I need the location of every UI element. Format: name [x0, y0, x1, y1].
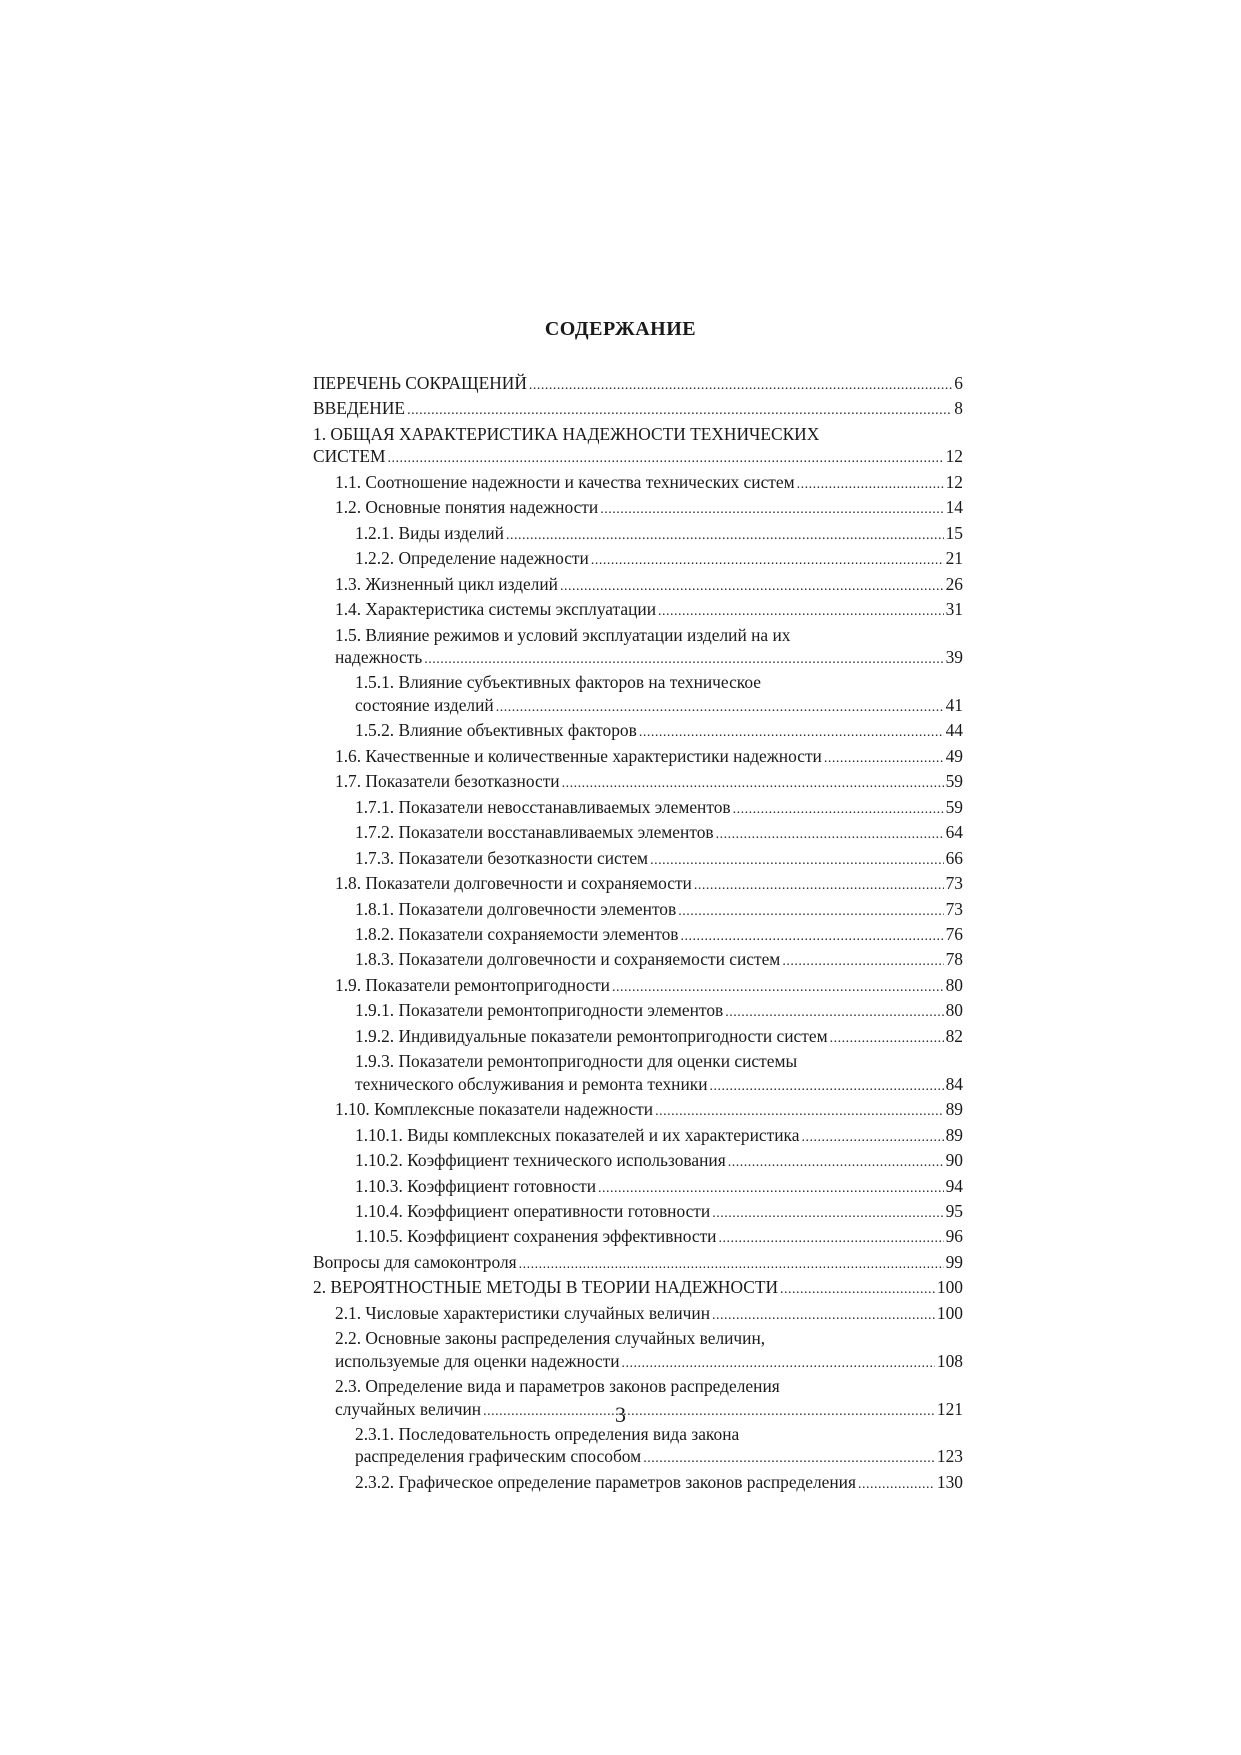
toc-entry-title: технического обслуживания и ремонта техники	[355, 1073, 708, 1094]
toc-entry[interactable]	[313, 471, 963, 496]
toc-entry-title: 1.10.4. Коэффициент оперативности готовности	[355, 1200, 711, 1221]
dot-leader	[622, 1353, 935, 1375]
dot-leader	[407, 400, 952, 422]
dot-leader	[719, 1228, 944, 1250]
toc-entry[interactable]	[313, 1050, 963, 1098]
toc-entry-page: 95	[945, 1200, 963, 1221]
dot-leader	[496, 697, 944, 719]
toc-entry-page: 100	[936, 1302, 963, 1323]
toc-entry-title: используемые для оценки надежности	[335, 1350, 620, 1371]
dot-leader	[591, 550, 944, 572]
toc-entry-page: 130	[936, 1471, 963, 1492]
toc-entry-title: 1.5.2. Влияние объективных факторов	[355, 720, 637, 741]
toc-entry[interactable]	[313, 496, 963, 521]
dot-leader	[716, 824, 944, 846]
toc-entry[interactable]	[313, 770, 963, 795]
dot-leader	[710, 1076, 944, 1098]
toc-entry[interactable]	[313, 598, 963, 623]
toc-entry-title: ПЕРЕЧЕНЬ СОКРАЩЕНИЙ	[313, 373, 527, 393]
dot-leader	[598, 1178, 944, 1200]
toc-entry[interactable]	[313, 1251, 963, 1276]
toc-entry-page: 89	[945, 1124, 963, 1145]
toc-entry-page: 96	[945, 1226, 963, 1247]
toc-entry-page: 12	[945, 446, 963, 467]
toc-entry-title: случайных величин	[335, 1398, 482, 1419]
toc-entry[interactable]	[313, 671, 963, 719]
dot-leader	[681, 926, 944, 948]
dot-leader	[506, 525, 944, 547]
dot-leader	[712, 1203, 943, 1225]
toc-entry-title-line: 1.5.1. Влияние субъективных факторов на техническое	[355, 672, 761, 693]
toc-entry-title: состояние изделий	[355, 694, 494, 715]
toc-entry[interactable]	[313, 1327, 963, 1375]
toc-entry-title: надежность	[335, 646, 423, 667]
toc-entry[interactable]	[313, 1200, 963, 1225]
toc-entry-page: 76	[945, 923, 963, 944]
dot-leader	[658, 601, 944, 623]
dot-leader	[424, 649, 943, 671]
dot-leader	[562, 773, 944, 795]
toc-entry[interactable]	[313, 719, 963, 744]
toc-entry-title-line: 1.9.3. Показатели ремонтопригодности для оценки системы	[355, 1051, 798, 1072]
dot-leader	[725, 1002, 943, 1024]
toc-entry-title: 1.4. Характеристика системы эксплуатации	[335, 599, 657, 620]
toc-entry-title: 2. ВЕРОЯТНОСТНЫЕ МЕТОДЫ В ТЕОРИИ НАДЕЖНОСТИ	[313, 1277, 779, 1298]
toc-entry-page: 8	[954, 398, 963, 419]
dot-leader	[780, 1279, 935, 1301]
dot-leader	[782, 951, 943, 973]
dot-leader	[519, 1254, 944, 1276]
toc-entry-title: 1.7.2. Показатели восстанавливаемых элементов	[355, 822, 714, 843]
toc-entry-title: 2.1. Числовые характеристики случайных величин	[335, 1302, 711, 1323]
dot-leader	[655, 1101, 944, 1123]
toc-entry-page: 49	[945, 745, 963, 766]
dot-leader	[678, 901, 943, 923]
toc-entry-title: ВВЕДЕНИЕ	[313, 398, 406, 419]
toc-entry-page: 12	[945, 471, 963, 492]
toc-entry[interactable]	[313, 1276, 963, 1301]
toc-entry[interactable]	[313, 796, 963, 821]
toc-entry-page: 44	[945, 720, 963, 741]
dot-leader	[728, 1152, 944, 1174]
toc-entry-page: 39	[945, 646, 963, 667]
toc-entry[interactable]	[313, 624, 963, 672]
toc-entry-title: 1.2.1. Виды изделий	[355, 522, 504, 543]
dot-leader	[797, 474, 944, 496]
toc-entry-title: 1.1. Соотношение надежности и качества технических систем	[335, 471, 795, 492]
toc-entry[interactable]	[313, 522, 963, 547]
toc-entry-title: 1.9.2. Индивидуальные показатели ремонтопригодности систем	[355, 1025, 828, 1046]
toc-entry-title: 1.7.3. Показатели безотказности систем	[355, 847, 649, 868]
toc-entry-title-line: 1. ОБЩАЯ ХАРАКТЕРИСТИКА НАДЕЖНОСТИ ТЕХНИЧЕСКИХ	[313, 423, 820, 444]
dot-leader	[612, 977, 944, 999]
toc-entry[interactable]	[313, 372, 963, 397]
toc-entry-title: 1.10.2. Коэффициент технического использования	[355, 1150, 726, 1171]
toc-entry-title: 1.2.2. Определение надежности	[355, 548, 589, 569]
toc-entry-page: 21	[945, 548, 963, 569]
toc-entry-title-line: 2.3. Определение вида и параметров законов распределения	[335, 1376, 780, 1397]
toc-entry[interactable]	[313, 974, 963, 999]
toc-entry-page: 123	[936, 1446, 963, 1467]
toc-entry-page: 59	[945, 796, 963, 817]
page-title: СОДЕРЖАНИЕ	[544, 318, 697, 340]
toc-entry[interactable]	[313, 745, 963, 770]
dot-leader	[600, 499, 943, 521]
toc-entry[interactable]	[313, 547, 963, 572]
toc-entry[interactable]	[313, 1302, 963, 1327]
dot-leader	[733, 799, 944, 821]
toc-entry-page: 59	[945, 771, 963, 792]
dot-leader	[858, 1474, 935, 1496]
toc-entry-title: 1.10.1. Виды комплексных показателей и их характеристика	[355, 1124, 800, 1145]
toc-entry-page: 73	[945, 873, 963, 894]
toc-entry-title: 1.3. Жизненный цикл изделий	[335, 573, 558, 594]
toc-entry[interactable]	[313, 1175, 963, 1200]
dot-leader	[529, 375, 952, 397]
dot-leader	[801, 1127, 943, 1149]
dot-leader	[650, 850, 944, 872]
toc-entry-page: 99	[945, 1251, 963, 1272]
dot-leader	[387, 448, 943, 470]
toc-entry-title: 1.8.1. Показатели долговечности элементов	[355, 898, 677, 919]
toc-entry[interactable]	[313, 573, 963, 598]
toc-entry-title: 1.8.3. Показатели долговечности и сохраняемости систем	[355, 949, 781, 970]
toc-entry-page: 108	[936, 1350, 963, 1371]
toc-entry-title: 1.7. Показатели безотказности	[335, 771, 560, 792]
toc-entry[interactable]	[313, 397, 963, 422]
toc-entry-page: 14	[945, 497, 963, 518]
dot-leader	[712, 1305, 935, 1327]
toc-entry-title-line: 2.3.1. Последовательность определения вида закона	[355, 1424, 740, 1445]
toc-entry-page: 64	[945, 822, 963, 843]
dot-leader	[560, 576, 944, 598]
toc-entry-page: 66	[945, 847, 963, 868]
toc-entry-page: 80	[945, 974, 963, 995]
toc-entry-page: 121	[936, 1398, 963, 1419]
toc-entry-title: 1.10. Комплексные показатели надежности	[335, 1099, 654, 1120]
toc-entry-page: 94	[945, 1175, 963, 1196]
toc-entry-page: 100	[936, 1277, 963, 1298]
toc-entry-page: 6	[954, 373, 963, 393]
toc-entry-page: 80	[945, 1000, 963, 1021]
toc-entry-page: 41	[945, 694, 963, 715]
dot-leader	[824, 748, 944, 770]
toc-entry[interactable]	[313, 999, 963, 1024]
toc-entry-page: 82	[945, 1025, 963, 1046]
toc-entry[interactable]	[313, 1225, 963, 1250]
toc-entry-page: 84	[945, 1073, 963, 1094]
toc-entry[interactable]	[313, 1423, 963, 1471]
toc-entry-title: 1.2. Основные понятия надежности	[335, 497, 599, 518]
toc-entry[interactable]	[313, 1025, 963, 1050]
table-of-contents	[313, 372, 963, 1496]
toc-entry[interactable]	[313, 872, 963, 897]
toc-entry-title: 1.8.2. Показатели сохраняемости элементов	[355, 923, 679, 944]
toc-entry[interactable]	[313, 847, 963, 872]
toc-entry-page: 31	[945, 599, 963, 620]
dot-leader	[694, 875, 944, 897]
toc-entry-title-line: 2.2. Основные законы распределения случайных величин,	[335, 1328, 766, 1349]
toc-entry-title: Вопросы для самоконтроля	[313, 1251, 517, 1272]
toc-entry-title: 1.9.1. Показатели ремонтопригодности элементов	[355, 1000, 724, 1021]
toc-entry[interactable]	[313, 1124, 963, 1149]
toc-entry[interactable]	[313, 1471, 963, 1496]
toc-entry-title: 2.3.2. Графическое определение параметров законов распределения	[355, 1471, 856, 1492]
toc-entry[interactable]	[313, 923, 963, 948]
toc-entry-page: 90	[945, 1150, 963, 1171]
toc-entry-title: 1.9. Показатели ремонтопригодности	[335, 974, 610, 995]
toc-entry-title: 1.10.5. Коэффициент сохранения эффективности	[355, 1226, 717, 1247]
toc-entry-title: 1.8. Показатели долговечности и сохраняемости	[335, 873, 692, 894]
page-number: 3	[615, 1402, 626, 1427]
toc-entry[interactable]	[313, 1098, 963, 1123]
toc-entry-page: 26	[945, 573, 963, 594]
toc-entry-title: 1.6. Качественные и количественные характеристики надежности	[335, 745, 822, 766]
dot-leader	[639, 722, 944, 744]
toc-entry[interactable]	[313, 948, 963, 973]
toc-entry-page: 73	[945, 898, 963, 919]
toc-entry[interactable]	[313, 898, 963, 923]
dot-leader	[643, 1448, 935, 1470]
toc-entry[interactable]	[313, 1149, 963, 1174]
toc-entry-page: 78	[945, 949, 963, 970]
toc-entry[interactable]	[313, 423, 963, 471]
toc-entry-title-line: 1.5. Влияние режимов и условий эксплуатации изделий на их	[335, 624, 791, 645]
toc-entry-title: 1.7.1. Показатели невосстанавливаемых элементов	[355, 796, 731, 817]
toc-entry-title: распределения графическим способом	[355, 1446, 642, 1467]
toc-entry[interactable]	[313, 821, 963, 846]
toc-entry-page: 89	[945, 1099, 963, 1120]
toc-entry-page: 15	[945, 522, 963, 543]
toc-entry-title: СИСТЕМ	[313, 446, 386, 467]
toc-entry-title: 1.10.3. Коэффициент готовности	[355, 1175, 597, 1196]
dot-leader	[830, 1028, 944, 1050]
